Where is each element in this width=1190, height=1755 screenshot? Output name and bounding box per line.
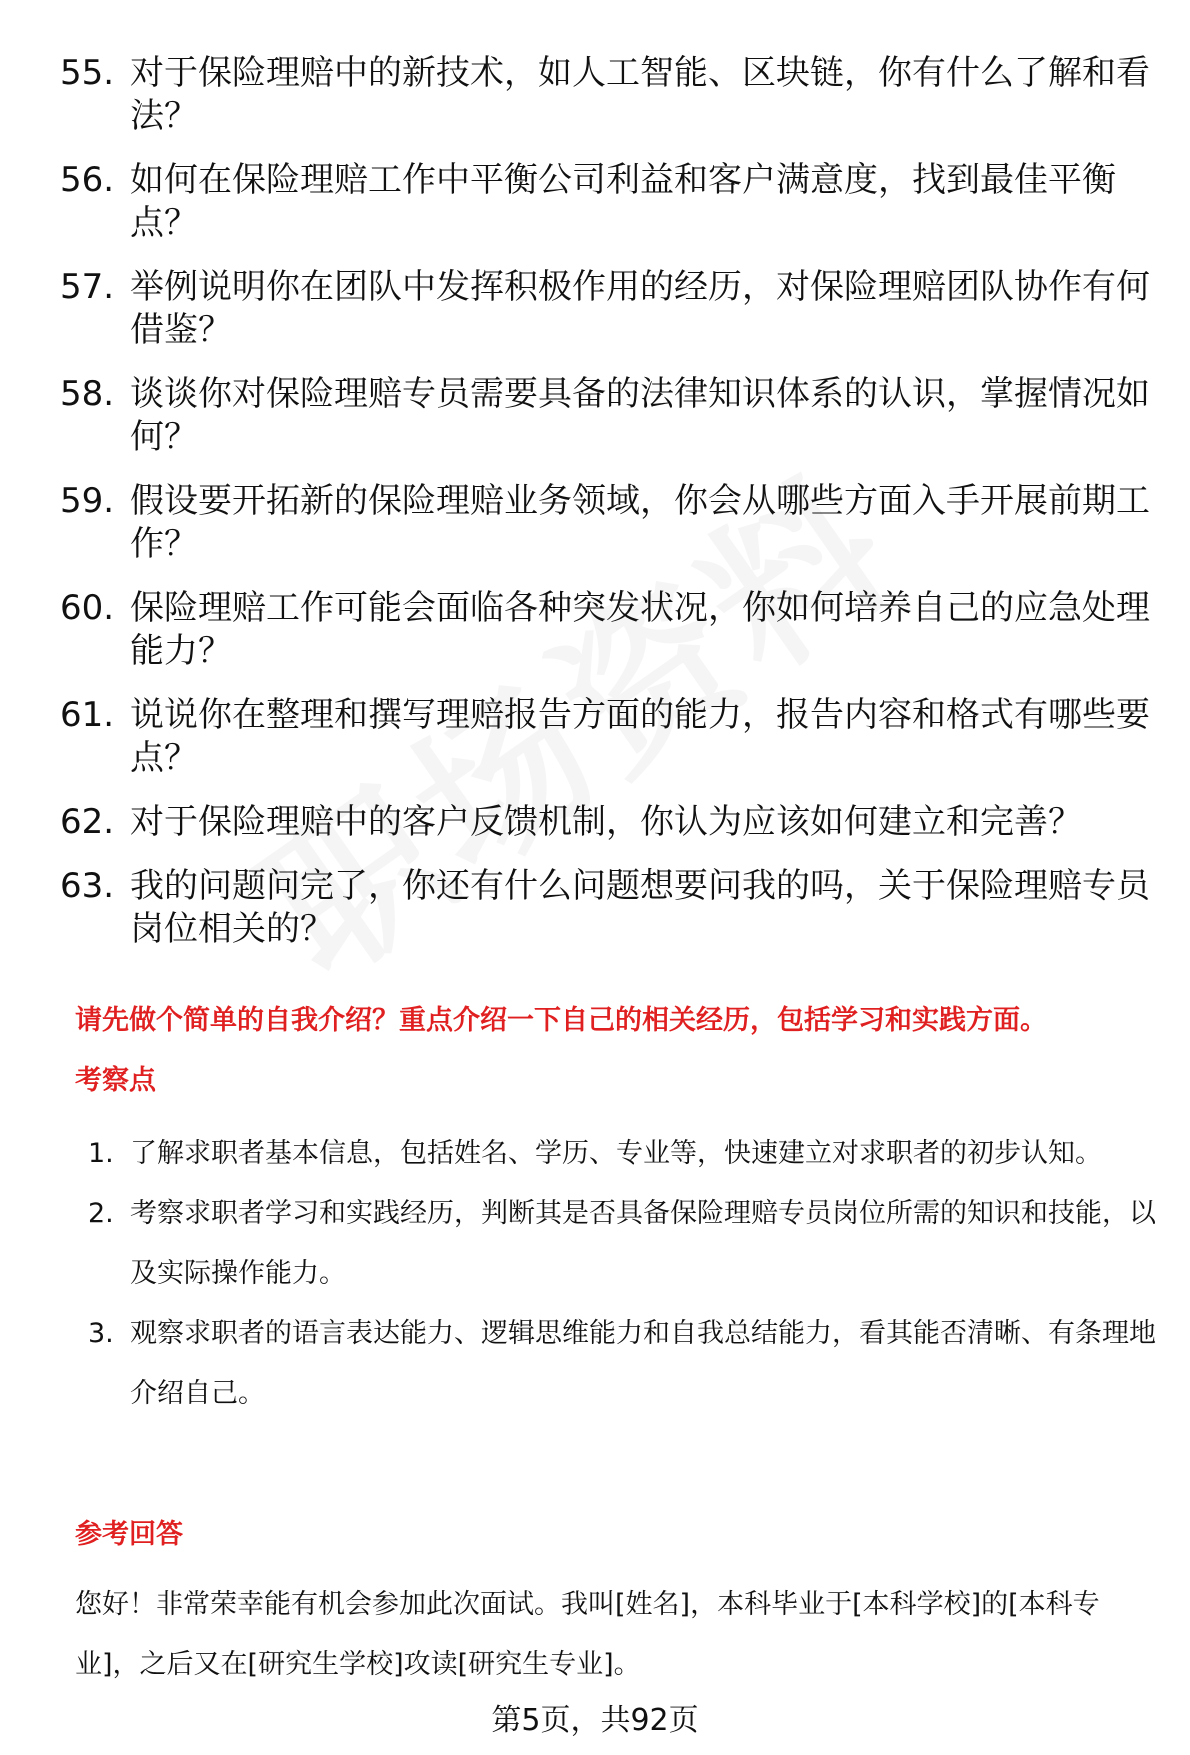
page-number-footer: 第5页，共92页 — [491, 1703, 699, 1738]
question-text: 对于保险理赔中的新技术，如人工智能、区块链，你有什么了解和看法？ — [130, 53, 1150, 136]
question-number: 57. — [60, 267, 115, 307]
question-number: 56. — [60, 160, 115, 200]
point-number: 1. — [88, 1138, 114, 1169]
question-item — [60, 480, 1160, 566]
section-heading-reference-answer: 参考回答 — [75, 1519, 183, 1550]
question-text: 对于保险理赔中的客户反馈机制，你认为应该如何建立和完善？ — [130, 802, 1082, 842]
question-text: 举例说明你在团队中发挥积极作用的经历，对保险理赔团队协作有何借鉴？ — [130, 267, 1150, 350]
question-number: 59. — [60, 481, 115, 521]
assessment-point — [88, 1304, 1160, 1424]
question-text: 说说你在整理和撰写理赔报告方面的能力，报告内容和格式有哪些要点？ — [130, 695, 1150, 778]
assessment-point — [88, 1124, 1160, 1184]
point-text: 考察求职者学习和实践经历，判断其是否具备保险理赔专员岗位所需的知识和技能，以及实际操作能力。 — [130, 1198, 1156, 1289]
point-number: 2. — [88, 1198, 114, 1229]
question-text: 假设要开拓新的保险理赔业务领域，你会从哪些方面入手开展前期工作？ — [130, 481, 1150, 564]
point-text: 观察求职者的语言表达能力、逻辑思维能力和自我总结能力，看其能否清晰、有条理地介绍自己。 — [130, 1318, 1156, 1409]
question-item — [60, 52, 1160, 138]
question-item — [60, 159, 1160, 245]
question-text: 如何在保险理赔工作中平衡公司利益和客户满意度，找到最佳平衡点？ — [130, 160, 1116, 243]
question-text: 保险理赔工作可能会面临各种突发状况，你如何培养自己的应急处理能力？ — [130, 588, 1150, 671]
question-number: 58. — [60, 374, 115, 414]
question-item — [60, 865, 1160, 951]
question-number: 60. — [60, 588, 115, 628]
question-number: 55. — [60, 53, 115, 93]
section-heading-assessment: 考察点 — [75, 1065, 156, 1096]
question-list — [60, 52, 1160, 972]
question-item — [60, 694, 1160, 780]
point-text: 了解求职者基本信息，包括姓名、学历、专业等，快速建立对求职者的初步认知。 — [130, 1138, 1102, 1169]
question-item — [60, 373, 1160, 459]
question-number: 62. — [60, 802, 115, 842]
question-number: 61. — [60, 695, 115, 735]
point-number: 3. — [88, 1318, 114, 1349]
assessment-point-list — [88, 1124, 1160, 1424]
question-item — [60, 801, 1160, 844]
reference-answer-text: 您好！非常荣幸能有机会参加此次面试。我叫[姓名]，本科毕业于[本科学校]的[本科专业]，之后又在[研究生学校]攻读[研究生专业]。 — [75, 1589, 1100, 1680]
question-text: 谈谈你对保险理赔专员需要具备的法律知识体系的认识，掌握情况如何？ — [130, 374, 1150, 457]
interview-question-title: 请先做个简单的自我介绍？重点介绍一下自己的相关经历，包括学习和实践方面。 — [75, 1005, 1047, 1036]
question-item — [60, 266, 1160, 352]
assessment-point — [88, 1184, 1160, 1304]
question-text: 我的问题问完了，你还有什么问题想要问我的吗，关于保险理赔专员岗位相关的？ — [130, 866, 1150, 949]
question-item — [60, 587, 1160, 673]
question-number: 63. — [60, 866, 115, 906]
